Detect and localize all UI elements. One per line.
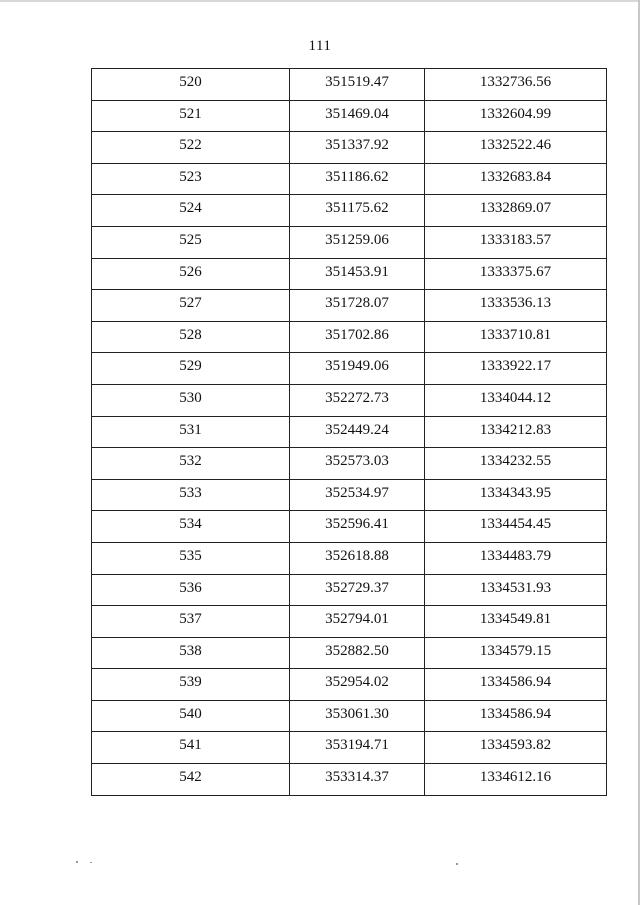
x-coordinate-cell: 352573.03 (290, 448, 425, 480)
point-id-cell: 532 (92, 448, 290, 480)
table-row (92, 290, 607, 322)
y-coordinate-cell: 1334232.55 (425, 448, 607, 480)
y-coordinate-cell: 1334612.16 (425, 764, 607, 796)
y-coordinate-cell: 1333710.81 (425, 321, 607, 353)
x-coordinate-cell: 351453.91 (290, 258, 425, 290)
y-coordinate-cell: 1334549.81 (425, 606, 607, 638)
table-row (92, 132, 607, 164)
point-id-cell: 527 (92, 290, 290, 322)
point-id-cell: 523 (92, 163, 290, 195)
x-coordinate-cell: 353194.71 (290, 732, 425, 764)
y-coordinate-cell: 1332522.46 (425, 132, 607, 164)
x-coordinate-cell: 352272.73 (290, 384, 425, 416)
table-row (92, 258, 607, 290)
table-row (92, 448, 607, 480)
x-coordinate-cell: 352618.88 (290, 542, 425, 574)
point-id-cell: 540 (92, 700, 290, 732)
y-coordinate-cell: 1334593.82 (425, 732, 607, 764)
table-row (92, 764, 607, 796)
table-row (92, 574, 607, 606)
x-coordinate-cell: 352534.97 (290, 479, 425, 511)
y-coordinate-cell: 1332683.84 (425, 163, 607, 195)
x-coordinate-cell: 353314.37 (290, 764, 425, 796)
x-coordinate-cell: 351175.62 (290, 195, 425, 227)
point-id-cell: 525 (92, 226, 290, 258)
scan-speck (76, 861, 78, 863)
table-row (92, 637, 607, 669)
coordinates-table-body (92, 69, 607, 796)
point-id-cell: 535 (92, 542, 290, 574)
point-id-cell: 522 (92, 132, 290, 164)
x-coordinate-cell: 352449.24 (290, 416, 425, 448)
point-id-cell: 539 (92, 669, 290, 701)
point-id-cell: 531 (92, 416, 290, 448)
table-row (92, 606, 607, 638)
y-coordinate-cell: 1334531.93 (425, 574, 607, 606)
table-row (92, 353, 607, 385)
table-row (92, 195, 607, 227)
point-id-cell: 530 (92, 384, 290, 416)
y-coordinate-cell: 1334586.94 (425, 700, 607, 732)
table-row (92, 700, 607, 732)
y-coordinate-cell: 1333375.67 (425, 258, 607, 290)
x-coordinate-cell: 351186.62 (290, 163, 425, 195)
y-coordinate-cell: 1333183.57 (425, 226, 607, 258)
y-coordinate-cell: 1334044.12 (425, 384, 607, 416)
y-coordinate-cell: 1334454.45 (425, 511, 607, 543)
table-row (92, 384, 607, 416)
point-id-cell: 534 (92, 511, 290, 543)
y-coordinate-cell: 1334483.79 (425, 542, 607, 574)
page-edge-top (0, 0, 640, 2)
point-id-cell: 536 (92, 574, 290, 606)
x-coordinate-cell: 351728.07 (290, 290, 425, 322)
table-row (92, 416, 607, 448)
x-coordinate-cell: 352794.01 (290, 606, 425, 638)
x-coordinate-cell: 351702.86 (290, 321, 425, 353)
x-coordinate-cell: 352729.37 (290, 574, 425, 606)
y-coordinate-cell: 1333922.17 (425, 353, 607, 385)
x-coordinate-cell: 351949.06 (290, 353, 425, 385)
coordinates-table (91, 68, 607, 796)
point-id-cell: 538 (92, 637, 290, 669)
table-row (92, 100, 607, 132)
y-coordinate-cell: 1334586.94 (425, 669, 607, 701)
x-coordinate-cell: 352596.41 (290, 511, 425, 543)
page-number: 111 (308, 38, 332, 54)
x-coordinate-cell: 351469.04 (290, 100, 425, 132)
scan-speck (90, 862, 92, 863)
point-id-cell: 537 (92, 606, 290, 638)
y-coordinate-cell: 1334343.95 (425, 479, 607, 511)
table-row (92, 321, 607, 353)
x-coordinate-cell: 352954.02 (290, 669, 425, 701)
table-row (92, 226, 607, 258)
table-row (92, 479, 607, 511)
table-row (92, 542, 607, 574)
point-id-cell: 524 (92, 195, 290, 227)
scan-speck (456, 863, 458, 865)
table-row (92, 163, 607, 195)
y-coordinate-cell: 1334579.15 (425, 637, 607, 669)
y-coordinate-cell: 1333536.13 (425, 290, 607, 322)
x-coordinate-cell: 353061.30 (290, 700, 425, 732)
y-coordinate-cell: 1334212.83 (425, 416, 607, 448)
table-row (92, 669, 607, 701)
table-row (92, 732, 607, 764)
point-id-cell: 520 (92, 69, 290, 101)
y-coordinate-cell: 1332604.99 (425, 100, 607, 132)
point-id-cell: 533 (92, 479, 290, 511)
table-row (92, 511, 607, 543)
x-coordinate-cell: 351259.06 (290, 226, 425, 258)
point-id-cell: 542 (92, 764, 290, 796)
table-row (92, 69, 607, 101)
y-coordinate-cell: 1332736.56 (425, 69, 607, 101)
point-id-cell: 528 (92, 321, 290, 353)
x-coordinate-cell: 351337.92 (290, 132, 425, 164)
point-id-cell: 526 (92, 258, 290, 290)
point-id-cell: 529 (92, 353, 290, 385)
x-coordinate-cell: 351519.47 (290, 69, 425, 101)
point-id-cell: 521 (92, 100, 290, 132)
x-coordinate-cell: 352882.50 (290, 637, 425, 669)
point-id-cell: 541 (92, 732, 290, 764)
y-coordinate-cell: 1332869.07 (425, 195, 607, 227)
